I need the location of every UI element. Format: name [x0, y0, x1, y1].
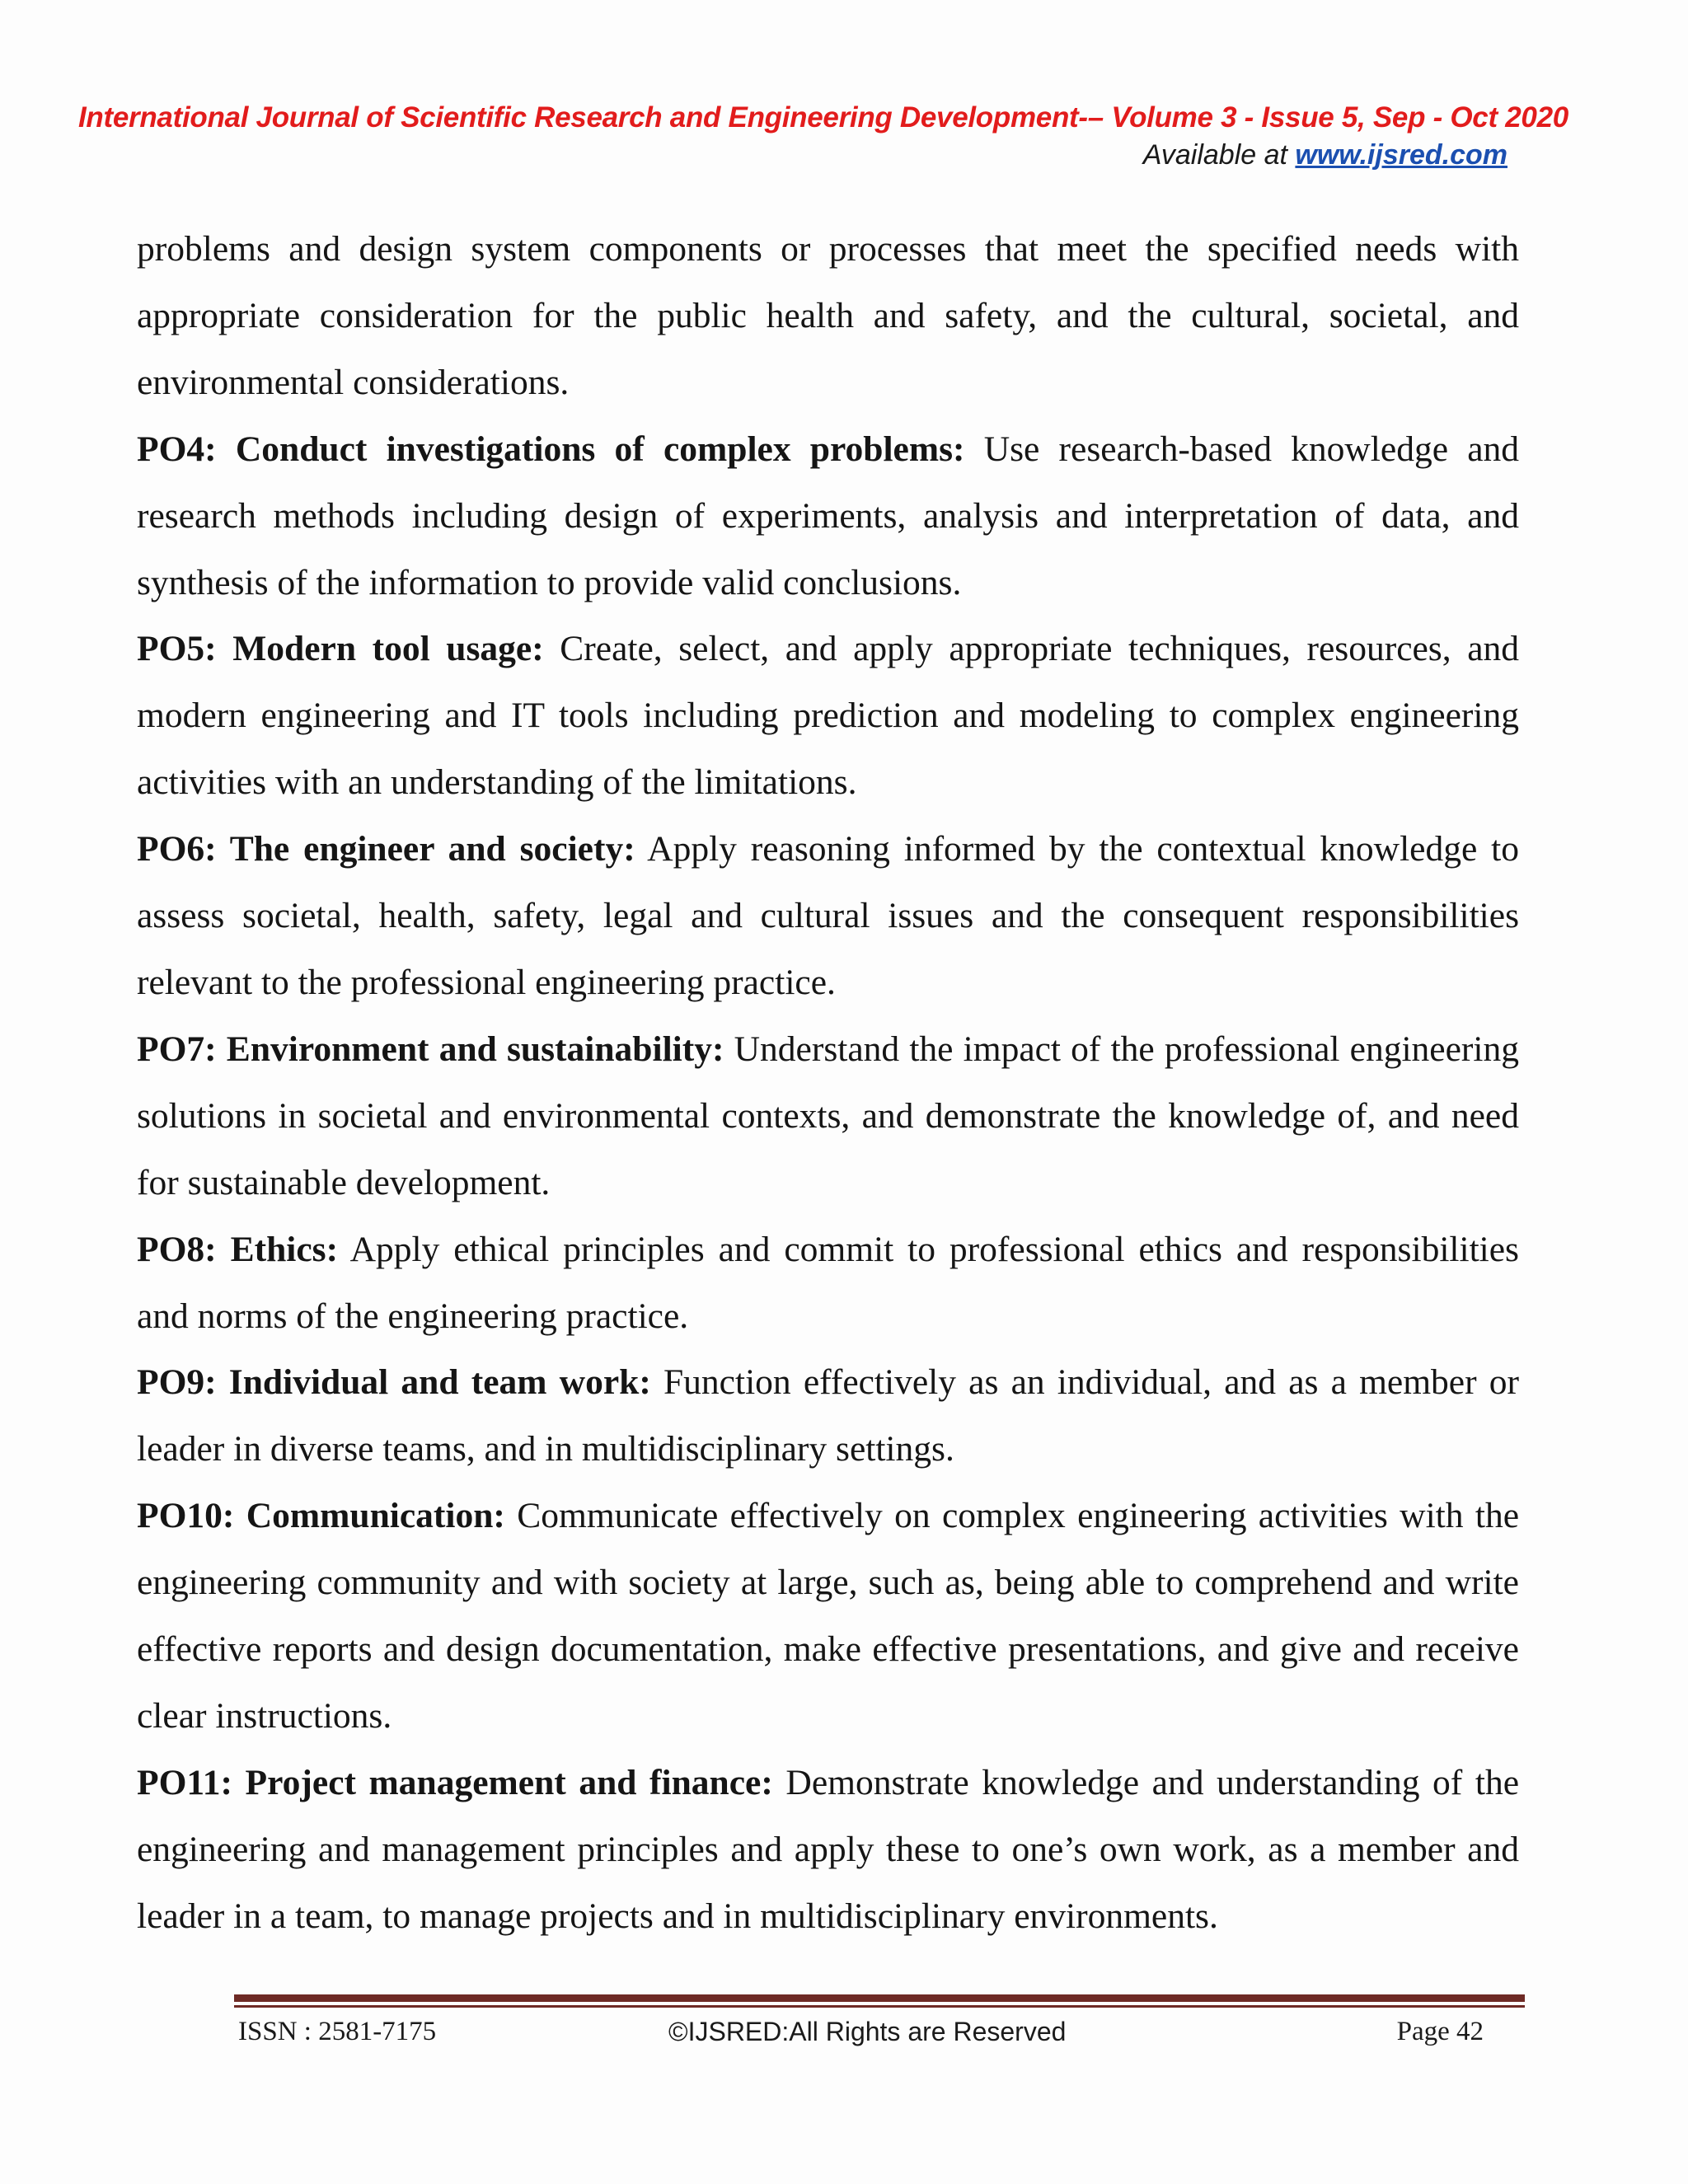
availability-line: [78, 137, 1522, 173]
page-number: Page 42: [1396, 2017, 1484, 2046]
outcome-text: Apply ethical principles and commit to professional ethics and responsibilities and norms of the engineering practice.: [137, 1229, 1519, 1336]
outcome-po9: [137, 1349, 1519, 1483]
outcome-heading: PO7: Environment and sustainability:: [137, 1029, 724, 1069]
outcome-po4: [137, 416, 1519, 616]
outcome-text: Function effectively as an individual, and as a member or leader in diverse teams, and in multidisciplinary settings.: [137, 1362, 1519, 1469]
outcome-po7: [137, 1016, 1519, 1216]
outcome-po6: [137, 816, 1519, 1016]
issn-number: ISSN : 2581-7175: [238, 2017, 437, 2046]
page-footer: [234, 2011, 1525, 2052]
copyright-notice: ©IJSRED:All Rights are Reserved: [668, 2017, 1067, 2046]
page-header: [78, 99, 1568, 173]
outcome-po10: [137, 1483, 1519, 1750]
outcome-text: Communicate effectively on complex engineering activities with the engineering community and with society at large, such as, being able to comprehend and write effective reports and design documentation, make effective presentations, and give and receive clear instructions.: [137, 1496, 1519, 1736]
available-at-label: Available at: [1142, 139, 1296, 171]
footer-divider-thin: [234, 2005, 1525, 2008]
outcome-text: Create, select, and apply appropriate techniques, resources, and modern engineering and IT tools including prediction and modeling to complex engineering activities with an understanding of the limitations.: [137, 629, 1519, 803]
outcome-heading: PO5: Modern tool usage:: [137, 629, 544, 669]
footer-divider-thick: [234, 1994, 1525, 2002]
outcome-heading: PO4: Conduct investigations of complex problems:: [137, 429, 965, 469]
outcome-po8: [137, 1216, 1519, 1350]
outcome-heading: PO10: Communication:: [137, 1496, 505, 1536]
outcome-po5: [137, 616, 1519, 816]
outcome-heading: PO6: The engineer and society:: [137, 829, 635, 869]
outcome-text: Demonstrate knowledge and understanding of the engineering and management principles and apply these to one’s own work, as a member and leader in a team, to manage projects and in multidisciplinary environments.: [137, 1762, 1519, 1936]
outcome-text: Use research-based knowledge and research methods including design of experiments, analysis and interpretation of data, and synthesis of the information to provide valid conclusions.: [137, 429, 1520, 602]
outcome-heading: PO11: Project management and finance:: [137, 1762, 773, 1802]
outcome-heading: PO8: Ethics:: [137, 1229, 339, 1269]
outcome-text: Apply reasoning informed by the contextual knowledge to assess societal, health, safety, legal and cultural issues and the consequent responsibilities relevant to the professional engineering practice.: [137, 829, 1519, 1002]
outcome-text: Understand the impact of the professional engineering solutions in societal and environmental contexts, and demonstrate the knowledge of, and need for sustainable development.: [137, 1029, 1519, 1202]
page-body: [137, 216, 1519, 1950]
outcome-po11: [137, 1750, 1519, 1950]
journal-website-link[interactable]: www.ijsred.com: [1295, 139, 1507, 171]
outcome-heading: PO9: Individual and team work:: [137, 1362, 651, 1403]
journal-title: International Journal of Scientific Research and Engineering Development-– Volume 3 - Issue 5, Sep - Oct 2020: [78, 101, 1568, 134]
intro-paragraph: problems and design system components or processes that meet the specified needs with appropriate consideration for the public health and safety, and the cultural, societal, and environmental considerations.: [137, 229, 1519, 402]
